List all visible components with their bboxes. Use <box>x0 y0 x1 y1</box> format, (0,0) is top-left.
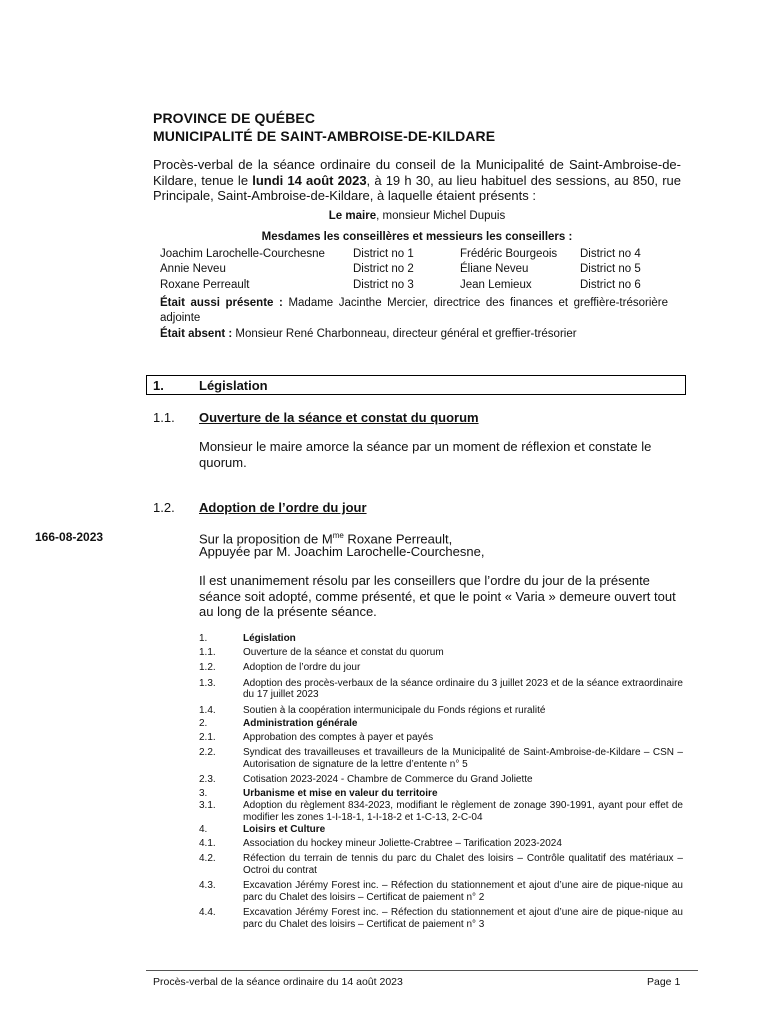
quorum-paragraph: Monsieur le maire amorce la séance par un moment de réflexion et constate le quorum. <box>199 439 652 470</box>
agenda-item-number: 1.2. <box>199 662 216 673</box>
agenda-item-number: 4. <box>199 824 208 835</box>
footer-divider <box>146 970 698 971</box>
agenda-item-number: 4.4. <box>199 907 216 918</box>
intro-text-pre: Procès-verbal de la séance ordinaire du conseil de la Municipalité de Saint-Ambroise-de-Kildare, tenue le <box>153 157 681 188</box>
proposer-post: Roxane Perreault, <box>343 531 453 547</box>
page-number: Page 1 <box>647 976 681 988</box>
council-member-name: Frédéric Bourgeois <box>460 248 558 260</box>
resolution-paragraph: Il est unanimement résolu par les conseillers que l’ordre du jour de la présente séance soit adopté, comme présenté, et que le point « Varia » demeure ouvert tout au long de la présente séance. <box>199 573 676 619</box>
subsection-number: 1.2. <box>153 500 175 515</box>
subsection-number: 1.1. <box>153 410 175 425</box>
agenda-item <box>199 705 683 717</box>
agenda-list <box>199 633 683 930</box>
agenda-item <box>199 678 683 701</box>
agenda-item-text: Soutien à la coopération intermunicipale du Fonds régions et ruralité <box>243 704 546 716</box>
agenda-item-text: Législation <box>243 633 296 644</box>
resolution-number: 166-08-2023 <box>35 530 104 544</box>
agenda-item-text: Adoption du règlement 834-2023, modifiant le règlement de zonage 390-1991, ayant pour effet de modifier les zones 1-I-18-1, 1-I-18-2 et 1-C-13, 2-C-04 <box>243 800 683 823</box>
subsection-title: Ouverture de la séance et constat du quorum <box>199 410 479 425</box>
agenda-item-text: Administration générale <box>243 718 358 729</box>
subsection-title: Adoption de l’ordre du jour <box>199 500 367 515</box>
proposer-sup: me <box>332 531 344 540</box>
agenda-item-text: Association du hockey mineur Joliette-Crabtree – Tarification 2023-2024 <box>243 837 562 849</box>
agenda-item <box>199 907 683 930</box>
mayor-line <box>153 210 681 222</box>
agenda-item-number: 1.1. <box>199 646 216 658</box>
seconder-line: Appuyée par M. Joachim Larochelle-Courchesne, <box>199 544 485 559</box>
agenda-item-number: 1.3. <box>199 677 216 689</box>
agenda-item-number: 3.1. <box>199 800 216 811</box>
agenda-item <box>199 662 683 674</box>
absent-line <box>160 328 680 340</box>
agenda-item <box>199 788 683 800</box>
agenda-item-text: Cotisation 2023-2024 - Chambre de Commerce du Grand Joliette <box>243 774 533 785</box>
council-member-name: Joachim Larochelle-Courchesne <box>160 248 325 260</box>
agenda-item-number: 3. <box>199 787 208 799</box>
agenda-item-text: Urbanisme et mise en valeur du territoire <box>243 787 438 799</box>
also-present <box>160 296 668 326</box>
agenda-item-text: Syndicat des travailleuses et travailleurs de la Municipalité de Saint-Ambroise-de-Kildare – CSN – Autorisation de signature de la lettre d’entente n° 5 <box>243 747 683 770</box>
agenda-item-number: 1.4. <box>199 704 216 716</box>
agenda-item-number: 4.3. <box>199 880 216 891</box>
agenda-item <box>199 774 683 786</box>
province-heading: PROVINCE DE QUÉBEC <box>153 110 316 126</box>
municipality-heading: MUNICIPALITÉ DE SAINT-AMBROISE-DE-KILDARE <box>153 128 496 144</box>
agenda-item <box>199 633 683 645</box>
agenda-item-text: Excavation Jérémy Forest inc. – Réfection du stationnement et ajout d’une aire de pique-nique au parc du Chalet des loisirs – Certificat de paiement n° 3 <box>243 907 683 930</box>
agenda-item-number: 2.2. <box>199 747 216 758</box>
agenda-item <box>199 718 683 730</box>
also-present-label: Était aussi présente : <box>160 297 283 309</box>
council-member-district: District no 4 <box>580 248 641 260</box>
agenda-item-number: 2.3. <box>199 774 216 785</box>
also-present-text: Madame Jacinthe Mercier, directrice des finances et greffière-trésorière adjointe <box>160 297 669 324</box>
agenda-item-text: Réfection du terrain de tennis du parc du Chalet des loisirs – Contrôle qualitatif des matériaux – Octroi du contrat <box>243 853 683 876</box>
section-title: Législation <box>199 378 268 393</box>
absent-text: Monsieur René Charbonneau, directeur général et greffier-trésorier <box>232 328 577 340</box>
council-member-name: Roxane Perreault <box>160 279 250 291</box>
council-member-name: Jean Lemieux <box>460 279 532 291</box>
intro-paragraph <box>153 157 681 204</box>
agenda-item <box>199 647 683 659</box>
agenda-item <box>199 824 683 836</box>
council-member-name: Éliane Neveu <box>460 263 529 275</box>
council-member-district: District no 2 <box>353 263 414 275</box>
agenda-item <box>199 732 683 744</box>
council-member-district: District no 3 <box>353 279 414 291</box>
agenda-item <box>199 853 683 876</box>
council-heading: Mesdames les conseillères et messieurs les conseillers : <box>261 231 573 243</box>
agenda-item-number: 4.1. <box>199 837 216 849</box>
council-member-district: District no 6 <box>580 279 641 291</box>
mayor-label: Le maire <box>328 210 377 222</box>
agenda-item-text: Approbation des comptes à payer et payés <box>243 731 434 743</box>
agenda-item <box>199 880 683 903</box>
council-member-district: District no 5 <box>580 263 641 275</box>
agenda-item-text: Excavation Jérémy Forest inc. – Réfection du stationnement et ajout d’une aire de pique-nique au parc du Chalet des loisirs – Certificat de paiement n° 2 <box>243 880 683 903</box>
intro-text-post: , à 19 h 30, au lieu habituel des sessions, au 850, rue Principale, Saint-Ambroise-de-Kildare, à laquelle étaient présents : <box>153 172 681 203</box>
agenda-item <box>199 838 683 850</box>
agenda-item <box>199 800 683 823</box>
section-number: 1. <box>153 378 164 393</box>
footer-title: Procès-verbal de la séance ordinaire du 14 août 2023 <box>153 976 403 988</box>
meeting-date: lundi 14 août 2023 <box>252 172 367 188</box>
council-member-name: Annie Neveu <box>160 263 226 275</box>
agenda-item-text: Loisirs et Culture <box>243 824 326 835</box>
agenda-item-text: Adoption de l’ordre du jour <box>243 662 361 673</box>
agenda-item-number: 4.2. <box>199 853 216 864</box>
agenda-item-number: 2.1. <box>199 731 216 743</box>
absent-label: Était absent : <box>160 328 233 340</box>
mayor-name: , monsieur Michel Dupuis <box>376 210 506 222</box>
agenda-item-text: Adoption des procès-verbaux de la séance ordinaire du 3 juillet 2023 et de la séance extraordinaire du 17 juillet 2023 <box>243 677 683 700</box>
council-member-district: District no 1 <box>353 248 414 260</box>
proposer-pre: Sur la proposition de M <box>199 531 333 547</box>
agenda-item-number: 2. <box>199 718 208 729</box>
agenda-item-number: 1. <box>199 633 208 644</box>
agenda-item-text: Ouverture de la séance et constat du quorum <box>243 646 444 658</box>
agenda-item <box>199 747 683 770</box>
